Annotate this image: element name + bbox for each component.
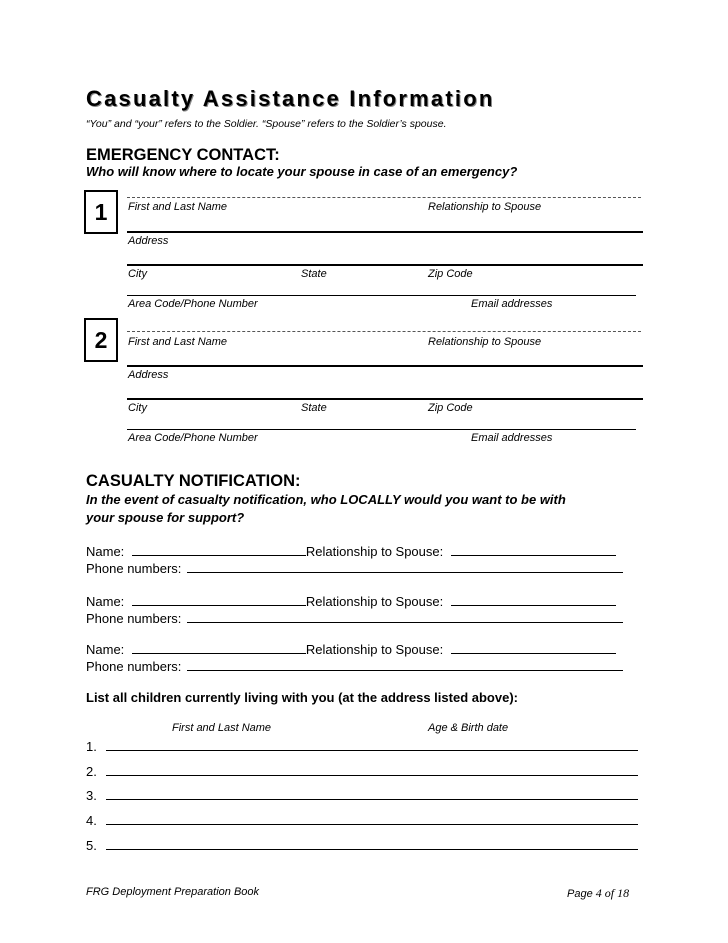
contact-1-city-label: City [128,268,147,280]
support-1-phone-row [86,559,623,576]
support-name-label: Name: [86,544,125,559]
support-name-label: Name: [86,594,125,609]
footer-page-of: 4 of 18 [595,886,630,900]
support-3-relationship-field[interactable] [451,640,616,654]
support-1-phone-field[interactable] [187,559,623,573]
emergency-contact-heading: EMERGENCY CONTACT: [86,146,280,164]
support-phone-label: Phone numbers: [86,561,182,576]
contact-2-phone-line[interactable] [127,429,636,430]
footer-page-label: Page [567,888,593,900]
child-row-number: 5. [86,838,97,853]
child-row [86,786,638,803]
contact-2-city-line[interactable] [127,398,643,400]
child-4-field[interactable] [106,811,638,825]
contact-1-state-label: State [301,268,327,280]
contact-2-city-label: City [128,402,147,414]
emergency-contact-question: Who will know where to locate your spouse in case of an emergency? [86,164,518,179]
contact-2-name-label: First and Last Name [128,336,228,348]
support-relationship-label: Relationship to Spouse: [305,594,444,609]
child-2-field[interactable] [106,762,638,776]
contact-2-relationship-label: Relationship to Spouse [428,336,542,348]
page-title: Casualty Assistance Information [86,86,495,111]
support-phone-label: Phone numbers: [86,611,182,626]
casualty-notification-question-1: In the event of casualty notification, who LOCALLY would you want to be with [86,492,566,507]
contact-1-email-label: Email addresses [471,298,553,310]
contact-1-name-label: First and Last Name [128,201,228,213]
children-name-column-label: First and Last Name [172,722,272,734]
support-3-phone-row [86,657,623,674]
child-1-field[interactable] [106,737,638,751]
contact-1-address-line[interactable] [127,231,643,233]
contact-2-number-box: 2 [84,318,118,362]
contact-1-name-line[interactable] [127,197,641,198]
child-row [86,737,638,754]
contact-2-name-line[interactable] [127,331,641,332]
footer-page-number [567,886,629,901]
child-row [86,811,638,828]
support-1-name-field[interactable] [132,542,306,556]
casualty-notification-heading: CASUALTY NOTIFICATION: [86,472,301,490]
contact-1-phone-label: Area Code/Phone Number [128,298,258,310]
contact-2-address-label: Address [128,369,169,381]
child-5-field[interactable] [106,836,638,850]
child-row [86,762,638,779]
support-3-name-row [86,640,616,657]
support-2-name-field[interactable] [132,592,306,606]
contact-2-phone-label: Area Code/Phone Number [128,432,258,444]
contact-2-address-line[interactable] [127,365,643,367]
contact-1-address-label: Address [128,235,169,247]
support-2-phone-row [86,609,623,626]
contact-2-zip-label: Zip Code [428,402,473,414]
contact-1-city-line[interactable] [127,264,643,266]
children-age-column-label: Age & Birth date [428,722,509,734]
contact-1-zip-label: Zip Code [428,268,473,280]
contact-2-email-label: Email addresses [471,432,553,444]
support-phone-label: Phone numbers: [86,659,182,674]
child-3-field[interactable] [106,786,638,800]
support-relationship-label: Relationship to Spouse: [305,642,444,657]
support-2-name-row [86,592,616,609]
child-row-number: 4. [86,813,97,828]
child-row-number: 2. [86,764,97,779]
contact-2-state-label: State [301,402,327,414]
contact-1-number-box: 1 [84,190,118,234]
child-row-number: 1. [86,739,97,754]
contact-1-phone-line[interactable] [127,295,636,296]
support-2-relationship-field[interactable] [451,592,616,606]
children-heading: List all children currently living with you (at the address listed above): [86,690,518,705]
contact-1-relationship-label: Relationship to Spouse [428,201,542,213]
child-row [86,836,638,853]
casualty-notification-question-2: your spouse for support? [86,510,245,525]
support-relationship-label: Relationship to Spouse: [305,544,444,559]
support-1-name-row [86,542,616,559]
support-name-label: Name: [86,642,125,657]
support-3-phone-field[interactable] [187,657,623,671]
support-2-phone-field[interactable] [187,609,623,623]
footer-book-title: FRG Deployment Preparation Book [86,886,260,898]
child-row-number: 3. [86,788,97,803]
support-3-name-field[interactable] [132,640,306,654]
page-subtitle: “You” and “your” refers to the Soldier. “Spouse” refers to the Soldier’s spouse. [86,118,447,130]
support-1-relationship-field[interactable] [451,542,616,556]
